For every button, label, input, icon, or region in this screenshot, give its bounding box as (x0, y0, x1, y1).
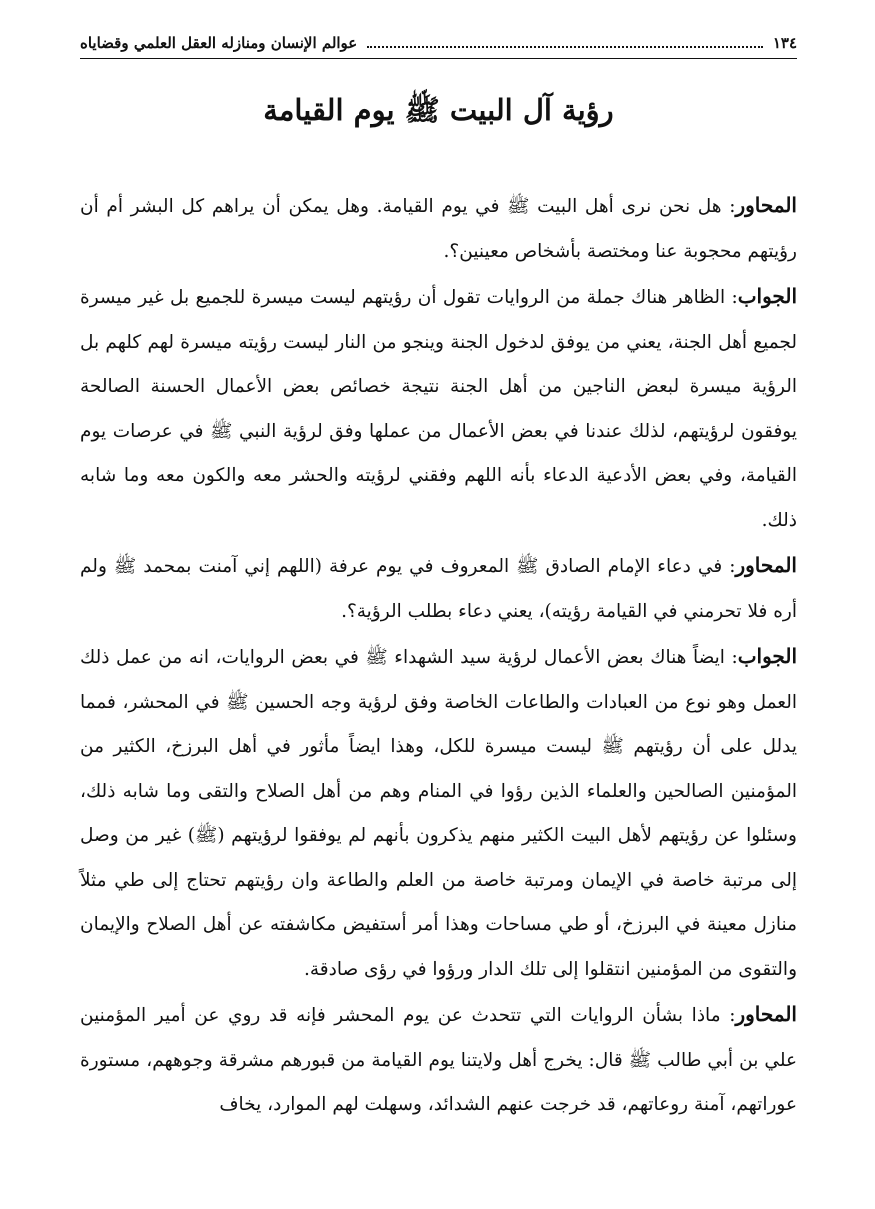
header-leader-dots (367, 46, 763, 48)
paragraph (80, 543, 797, 634)
book-title: عوالم الإنسان ومنازله العقل العلمي وقضاياه (80, 34, 358, 52)
page-number: ١٣٤ (772, 34, 797, 52)
paragraph (80, 274, 797, 543)
speaker-label: المحاور (735, 1002, 797, 1026)
paragraph-text: : ايضاً هناك بعض الأعمال لرؤية سيد الشهداء ﷺ في بعض الروايات، انه من عمل ذلك العمل وهو نوع من العبادات والطاعات الخاصة وفق لرؤية وجه الحسين ﷺ في المحشر، فمما يدلل على أن رؤيتهم ﷺ ليست ميسرة للكل، وهذا ايضاً مأثور في أهل البرزخ، الكثير من المؤمنين الصالحين والعلماء الذين رؤوا في المنام وهم من أهل الصلاح والتقى وما شابه ذلك، وسئلوا عن رؤيتهم لأهل البيت الكثير منهم يذكرون بأنهم لم يوفقوا لرؤيتهم (ﷺ) غير من وصل إلى مرتبة خاصة في الإيمان ومرتبة خاصة من العلم والطاعة وان رؤيتهم تحتاج إلى طي مثلاً منازل معينة في البرزخ، أو طي مساحات وهذا أمر أستفيض مكاشفته عن أهل الصلاح والإيمان والتقوى من المؤمنين انتقلوا إلى تلك الدار ورؤوا في رؤى صادقة. (80, 647, 798, 980)
paragraph-text: : هل نحن نرى أهل البيت ﷺ في يوم القيامة. وهل يمكن أن يراهم كل البشر أم أن رؤيتهم محجوبة عنا ومختصة بأشخاص معينين؟. (80, 196, 797, 262)
speaker-label: المحاور (735, 553, 797, 577)
section-title: رؤية آل البيت ﷺ يوم القيامة (263, 93, 614, 127)
running-header (80, 34, 797, 59)
paragraph-text: : الظاهر هناك جملة من الروايات تقول أن رؤيتهم ليست ميسرة للجميع بل غير ميسرة لجميع أهل الجنة، يعني من يوفق لدخول الجنة وينجو من النار ليست رؤيته ميسرة لهم كلهم بل الرؤية ميسرة لبعض الناجين من أهل الجنة نتيجة خصائص بعض الأعمال الحسنة الصالحة يوفقون لرؤيتهم، لذلك عندنا في بعض الأعمال من عملها وفق لرؤية النبي ﷺ في عرصات يوم القيامة، وفي بعض الأدعية الدعاء بأنه اللهم وفقني لرؤيته والحشر معه والكون معه وما شابه ذلك. (80, 287, 797, 531)
speaker-label: الجواب (737, 284, 797, 308)
paragraph-text: : ماذا بشأن الروايات التي تتحدث عن يوم المحشر فإنه قد روي عن أمير المؤمنين علي بن أبي طالب ﷺ قال: يخرج أهل ولايتنا يوم القيامة من قبورهم مشرقة وجوههم، مستورة عوراتهم، آمنة روعاتهم، قد خرجت عنهم الشدائد، وسهلت لهم الموارد، يخاف (80, 1005, 797, 1115)
paragraph (80, 183, 797, 274)
paragraph (80, 634, 797, 992)
paragraph-text: : في دعاء الإمام الصادق ﷺ المعروف في يوم عرفة (اللهم إني آمنت بمحمد ﷺ ولم أره فلا تحرمني في القيامة رؤيته)، يعني دعاء بطلب الرؤية؟. (80, 556, 797, 622)
speaker-label: الجواب (737, 644, 797, 668)
speaker-label: المحاور (735, 193, 797, 217)
paragraph (80, 992, 797, 1128)
